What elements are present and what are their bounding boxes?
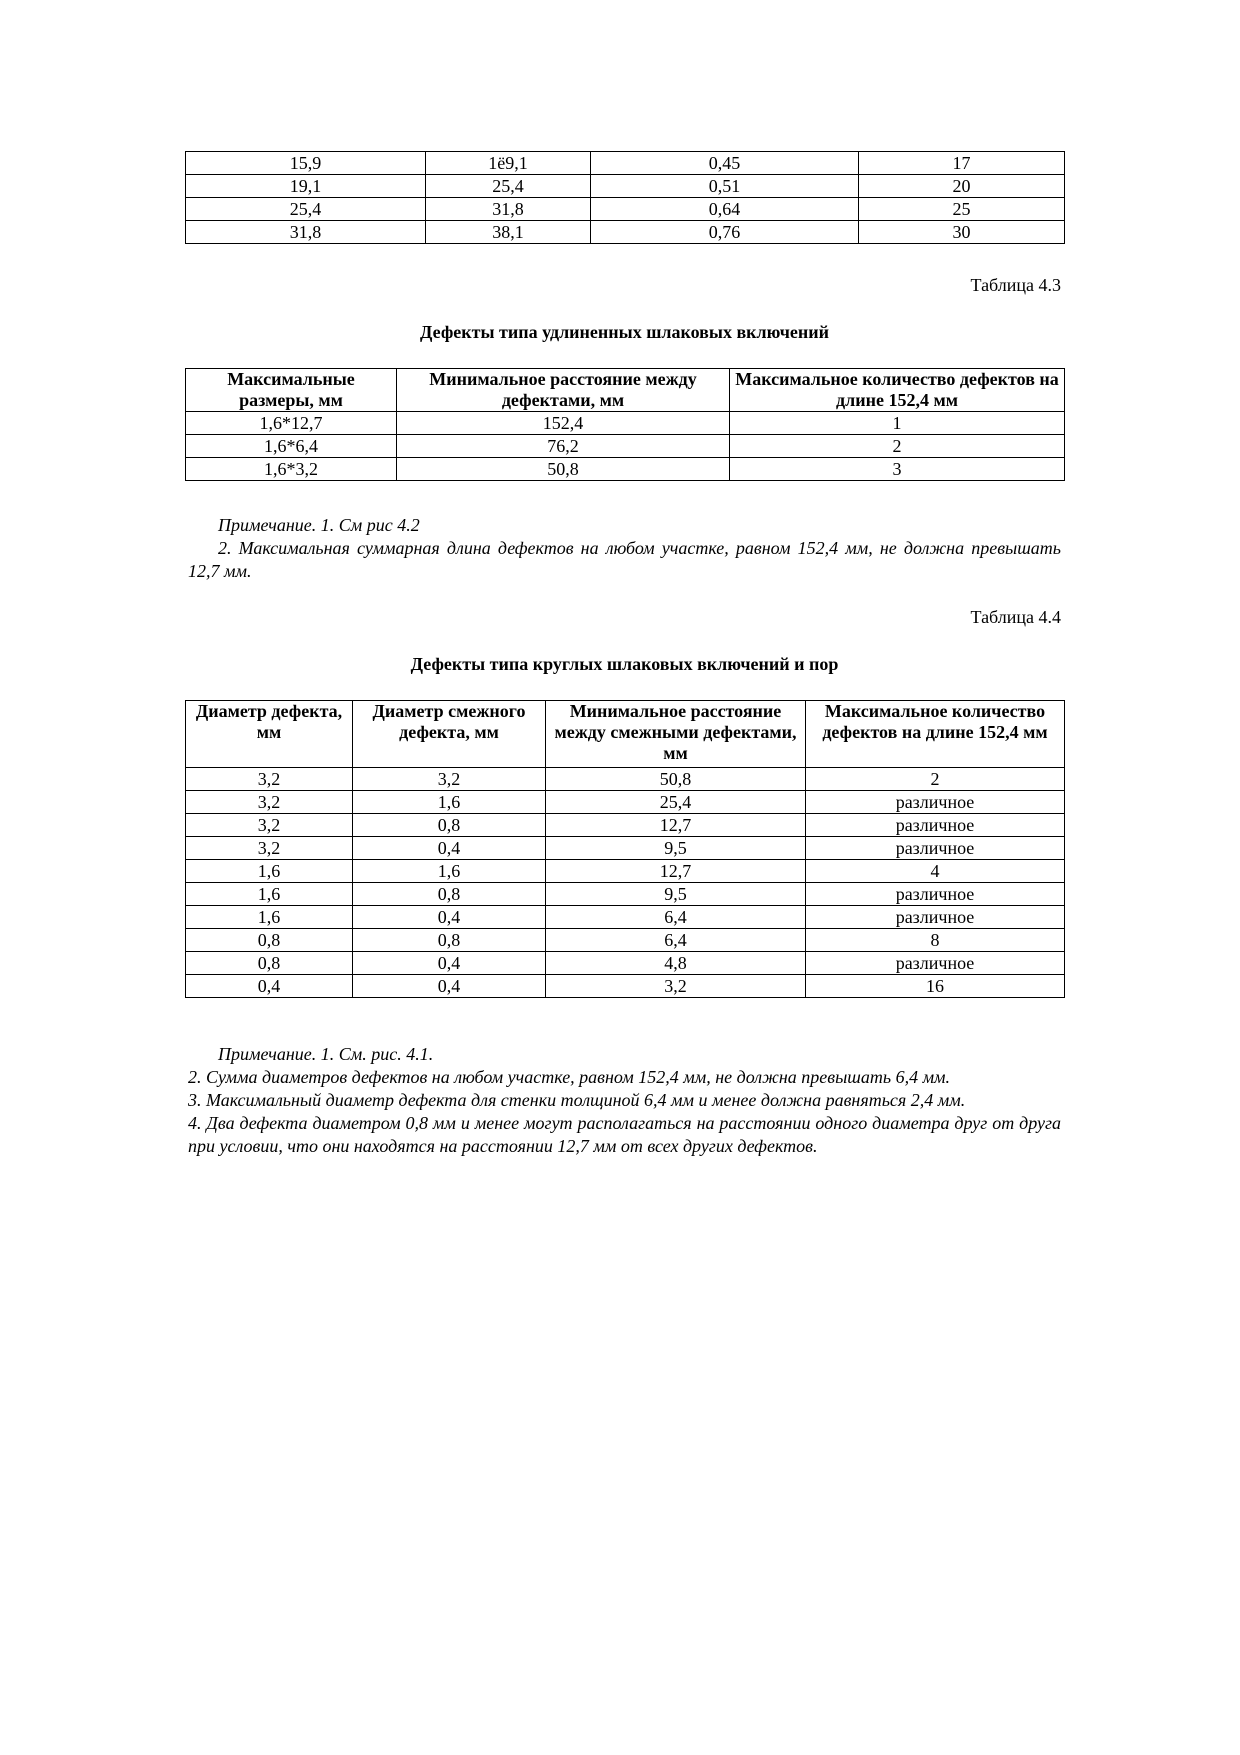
table-cell: 0,51 xyxy=(591,175,859,198)
table-cell: различное xyxy=(806,952,1065,975)
table-row xyxy=(186,975,1065,998)
table-cell: 25,4 xyxy=(546,791,806,814)
table-cell: 3,2 xyxy=(546,975,806,998)
table-cell: 1 xyxy=(730,412,1065,435)
table-cell: 1,6 xyxy=(186,883,353,906)
table-4-4 xyxy=(185,700,1065,998)
table-cell: 0,4 xyxy=(353,952,546,975)
table-cell: 17 xyxy=(859,152,1065,175)
table-4-4-notes xyxy=(188,1043,1061,1158)
table-continuation xyxy=(185,151,1065,244)
table-cell: 15,9 xyxy=(186,152,426,175)
table-4-3-label: Таблица 4.3 xyxy=(970,275,1061,295)
note-line: 2. Максимальная суммарная длина дефектов на любом участке, равном 152,4 мм, не должна превышать 12,7 мм. xyxy=(188,538,1061,581)
table-cell: 3,2 xyxy=(186,837,353,860)
table-row xyxy=(186,952,1065,975)
note-line: 4. Два дефекта диаметром 0,8 мм и менее могут располагаться на расстоянии одного диаметра друг от друга при условии, что они находятся на расстоянии 12,7 мм от всех других дефектов. xyxy=(188,1113,1061,1156)
table-row xyxy=(186,412,1065,435)
table-row xyxy=(186,768,1065,791)
table-cell: 3,2 xyxy=(186,814,353,837)
table-cell: 31,8 xyxy=(186,221,426,244)
table-cell: 76,2 xyxy=(397,435,730,458)
header-cell: Минимальное расстояние между дефектами, мм xyxy=(397,369,730,412)
table-cell: 4 xyxy=(806,860,1065,883)
table-row xyxy=(186,435,1065,458)
header-cell: Максимальное количество дефектов на длине 152,4 мм xyxy=(806,701,1065,768)
table-cell: 12,7 xyxy=(546,814,806,837)
table-4-4-label: Таблица 4.4 xyxy=(970,607,1061,627)
note-line: Примечание. 1. См рис 4.2 xyxy=(218,515,420,535)
table-cell: 3,2 xyxy=(186,768,353,791)
table-row xyxy=(186,175,1065,198)
table-cell: 0,8 xyxy=(353,883,546,906)
header-cell: Диаметр смежного дефекта, мм xyxy=(353,701,546,768)
table-cell: 0,8 xyxy=(353,814,546,837)
table-cell: 25 xyxy=(859,198,1065,221)
table-cell: 3,2 xyxy=(353,768,546,791)
note-line: Примечание. 1. См. рис. 4.1. xyxy=(218,1044,434,1064)
table-cell: 0,8 xyxy=(353,929,546,952)
table-cell: 0,4 xyxy=(186,975,353,998)
table-cell: 4,8 xyxy=(546,952,806,975)
table-row xyxy=(186,814,1065,837)
table-cell: 8 xyxy=(806,929,1065,952)
table-cell: 1,6*6,4 xyxy=(186,435,397,458)
header-cell: Максимальное количество дефектов на длине 152,4 мм xyxy=(730,369,1065,412)
table-cell: 25,4 xyxy=(426,175,591,198)
table-cell: 1,6 xyxy=(353,860,546,883)
table-cell: 50,8 xyxy=(546,768,806,791)
table-row xyxy=(186,198,1065,221)
table-cell: 0,4 xyxy=(353,837,546,860)
note-line: 2. Сумма диаметров дефектов на любом участке, равном 152,4 мм, не должна превышать 6,4 мм. xyxy=(188,1067,951,1087)
header-cell: Диаметр дефекта, мм xyxy=(186,701,353,768)
table-cell: различное xyxy=(806,906,1065,929)
table-4-3-title: Дефекты типа удлиненных шлаковых включений xyxy=(420,322,829,342)
table-cell: 9,5 xyxy=(546,883,806,906)
table-cell: 1,6 xyxy=(186,906,353,929)
table-cell: 152,4 xyxy=(397,412,730,435)
table-cell: 0,76 xyxy=(591,221,859,244)
table-row xyxy=(186,906,1065,929)
table-cell: 0,64 xyxy=(591,198,859,221)
table-cell: 0,4 xyxy=(353,906,546,929)
table-row xyxy=(186,883,1065,906)
table-row xyxy=(186,791,1065,814)
table-4-4-title: Дефекты типа круглых шлаковых включений и пор xyxy=(410,654,839,674)
table-cell: 1ё9,1 xyxy=(426,152,591,175)
table-cell: различное xyxy=(806,837,1065,860)
table-cell: различное xyxy=(806,814,1065,837)
table-row xyxy=(186,152,1065,175)
table-cell: 16 xyxy=(806,975,1065,998)
table-cell: 3 xyxy=(730,458,1065,481)
table-cell: 2 xyxy=(806,768,1065,791)
table-cell: 1,6*12,7 xyxy=(186,412,397,435)
table-row xyxy=(186,458,1065,481)
table-cell: 2 xyxy=(730,435,1065,458)
table-cell: 20 xyxy=(859,175,1065,198)
table-4-3 xyxy=(185,368,1065,481)
table-cell: 19,1 xyxy=(186,175,426,198)
table-cell: 9,5 xyxy=(546,837,806,860)
table-row xyxy=(186,929,1065,952)
table-cell: 6,4 xyxy=(546,929,806,952)
table-row xyxy=(186,221,1065,244)
table-cell: различное xyxy=(806,883,1065,906)
table-4-3-notes xyxy=(188,514,1061,583)
table-cell: 31,8 xyxy=(426,198,591,221)
table-cell: 1,6 xyxy=(353,791,546,814)
table-cell: 0,45 xyxy=(591,152,859,175)
table-cell: 12,7 xyxy=(546,860,806,883)
table-row xyxy=(186,837,1065,860)
table-cell: 0,8 xyxy=(186,952,353,975)
table-cell: 6,4 xyxy=(546,906,806,929)
table-cell: 30 xyxy=(859,221,1065,244)
table-cell: 38,1 xyxy=(426,221,591,244)
table-cell: 25,4 xyxy=(186,198,426,221)
table-cell: 1,6*3,2 xyxy=(186,458,397,481)
table-row xyxy=(186,860,1065,883)
table-cell: различное xyxy=(806,791,1065,814)
table-cell: 1,6 xyxy=(186,860,353,883)
note-line: 3. Максимальный диаметр дефекта для стенки толщиной 6,4 мм и менее должна равняться 2,4 мм. xyxy=(188,1090,966,1110)
table-cell: 50,8 xyxy=(397,458,730,481)
table-cell: 0,4 xyxy=(353,975,546,998)
table-cell: 0,8 xyxy=(186,929,353,952)
header-cell: Максимальные размеры, мм xyxy=(186,369,397,412)
header-cell: Минимальное расстояние между смежными дефектами, мм xyxy=(546,701,806,768)
table-cell: 3,2 xyxy=(186,791,353,814)
